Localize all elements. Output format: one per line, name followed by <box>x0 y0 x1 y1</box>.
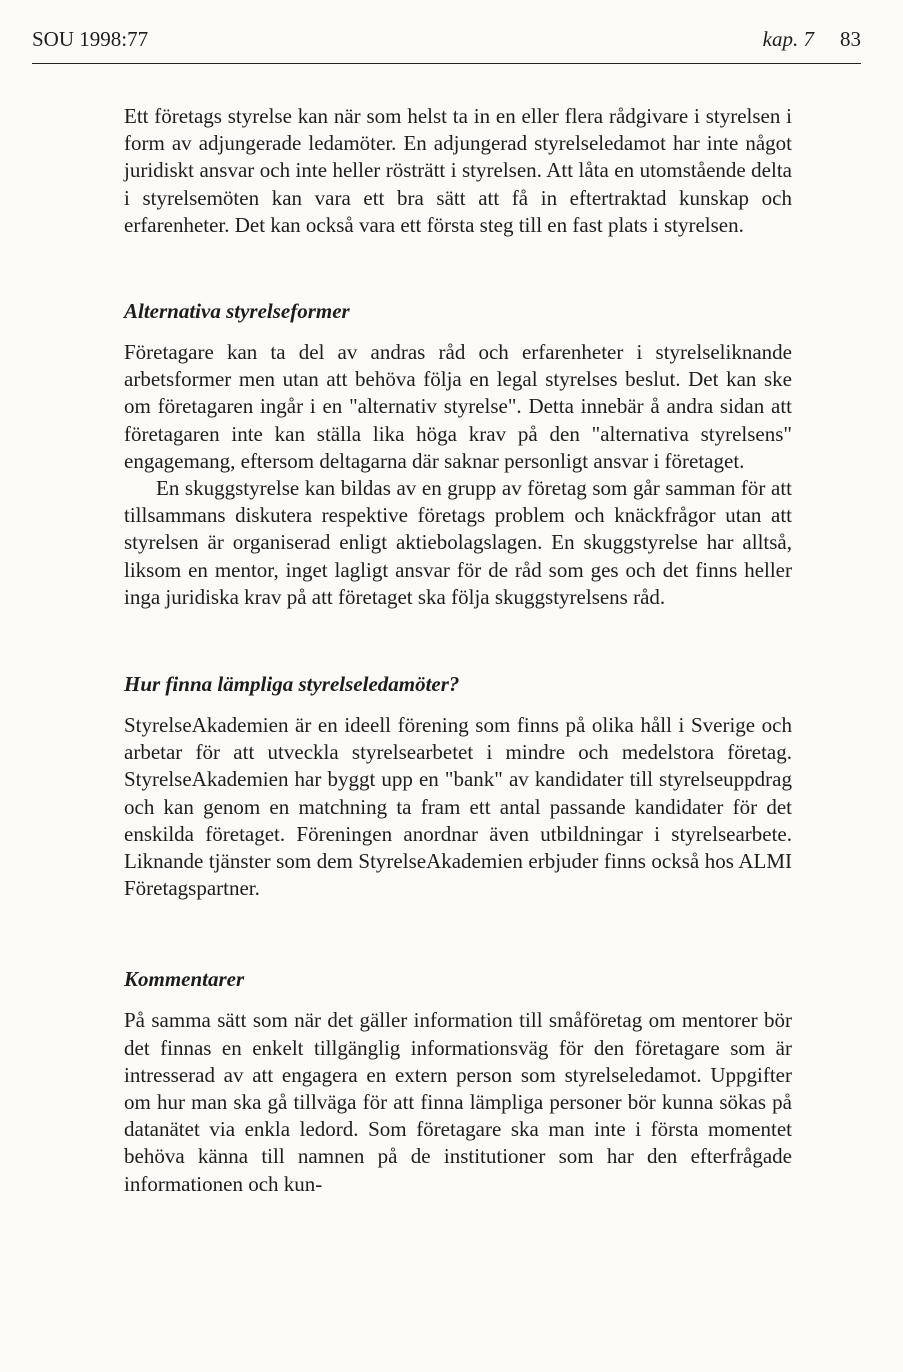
page-number: 83 <box>840 27 861 51</box>
body-paragraph: På samma sätt som när det gäller information till småföretag om mentorer bör det finnas en enkelt tillgänglig informationsväg för den företagare som är intresserad av att engagera en extern person som styrelseledamot. Uppgifter om hur man ska gå tillväga för att finna lämpliga personer bör kunna sökas på datanätet via enkla ledord. Som företagare ska man inte i första momentet behöva känna till namnen på de institutioner som har den efterfrågade informationen och kun- <box>124 1008 792 1196</box>
chapter-label: kap. 7 <box>762 27 814 51</box>
page-header <box>32 24 861 54</box>
body-paragraph: Företagare kan ta del av andras råd och erfarenheter i styrelseliknande arbetsformer men utan att behöva följa en legal styrelses beslut. Det kan ske om företagaren ingår i en "alternativ styrelse". Detta innebär å andra sidan att företagaren inte kan ställa lika höga krav på den "alternativa styrelsens" engagemang, eftersom deltagarna där saknar personligt ansvar i företaget. <box>124 340 792 473</box>
header-rule <box>32 63 861 64</box>
section-heading-hur-finna-lampliga-styrelseledamoter: Hur finna lämpliga styrelseledamöter? <box>124 672 460 697</box>
body-paragraph: En skuggstyrelse kan bildas av en grupp av företag som går samman för att tillsammans diskutera respektive företags problem och knäckfrågor utan att styrelsen är organiserad enligt aktiebolagslagen. En skuggstyrelse har alltså, liksom en mentor, inget lagligt ansvar för de råd som ges och det finns heller inga juridiska krav på att företaget ska följa skuggstyrelsens råd. <box>124 476 792 609</box>
section-heading-kommentarer: Kommentarer <box>124 967 245 992</box>
header-right <box>763 24 861 54</box>
body-paragraph: StyrelseAkademien är en ideell förening som finns på olika håll i Sverige och arbetar för att utveckla styrelsearbetet i mindre och medelstora företag. StyrelseAkademien har byggt upp en "bank" av kandidater till styrelseuppdrag och kan genom en matchning ta fram ett antal passande kandidater för det enskilda företaget. Föreningen anordnar även utbildningar i styrelsearbete. Liknande tjänster som dem StyrelseAkademien erbjuder finns också hos ALMI Företagspartner. <box>124 713 792 901</box>
page-body <box>124 103 792 1198</box>
report-series: SOU 1998:77 <box>32 27 149 51</box>
section-heading-alternativa-styrelseformer: Alternativa styrelseformer <box>124 299 350 324</box>
intro-paragraph: Ett företags styrelse kan när som helst ta in en eller flera rådgivare i styrelsen i form av adjungerade ledamöter. En adjungerad styrelseledamot har inte något juridiskt ansvar och inte heller rösträtt i styrelsen. Att låta en utomstående delta i styrelsemöten kan vara ett bra sätt att få in eftertraktad kunskap och erfarenheter. Det kan också vara ett första steg till en fast plats i styrelsen. <box>124 104 792 237</box>
